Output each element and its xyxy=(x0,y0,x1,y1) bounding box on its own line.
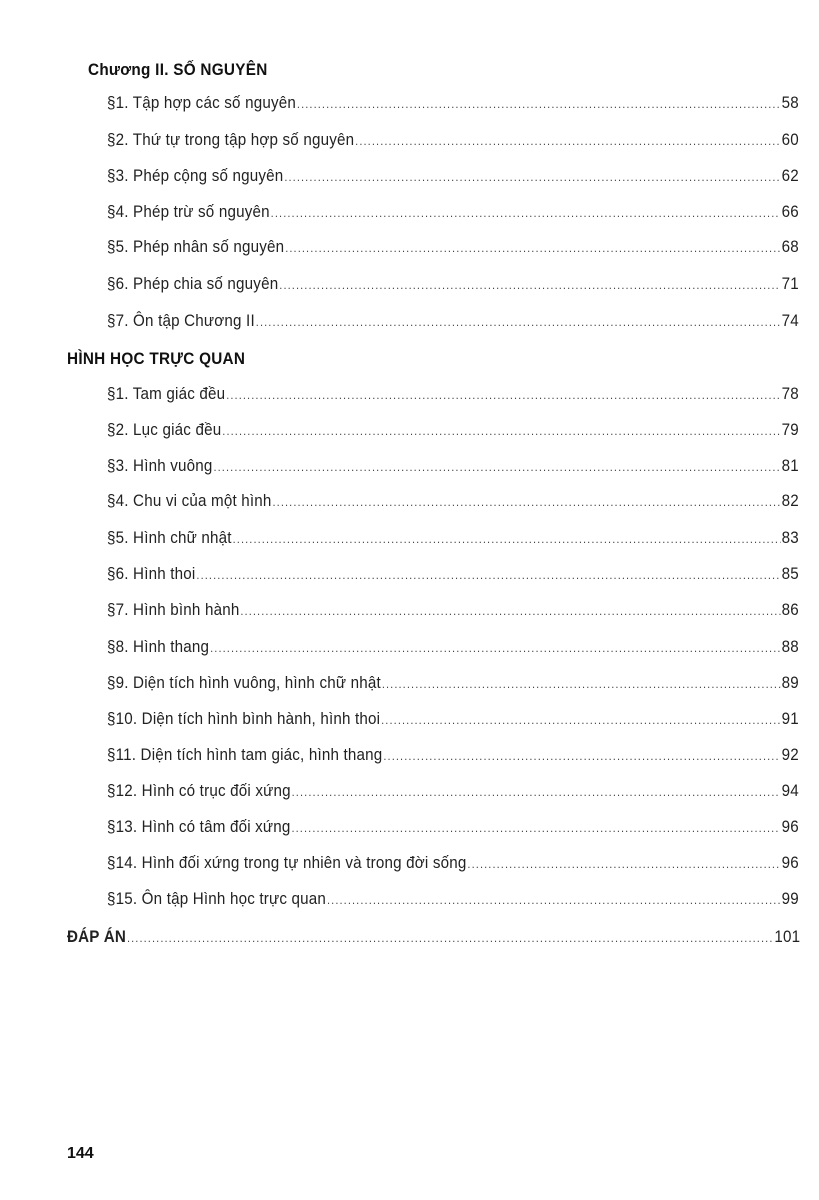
toc-entry-label: §13. Hình có tâm đối xứng xyxy=(107,818,291,836)
dot-leader xyxy=(256,316,781,328)
toc-entry-label: §2. Thứ tự trong tập hợp số nguyên xyxy=(107,131,355,149)
toc-entry-label: §2. Lục giác đều xyxy=(107,421,222,439)
toc-entry xyxy=(107,746,799,765)
toc-entry-page: 66 xyxy=(781,203,799,221)
toc-entry-page: 88 xyxy=(781,638,799,656)
chapter-heading: Chương II. SỐ NGUYÊN xyxy=(88,60,268,79)
dot-leader xyxy=(291,822,780,834)
toc-entry xyxy=(107,385,799,404)
toc-entry-label: §5. Phép nhân số nguyên xyxy=(107,238,285,256)
toc-entry-label: §9. Diện tích hình vuông, hình chữ nhật xyxy=(107,674,381,692)
section-heading: HÌNH HỌC TRỰC QUAN xyxy=(67,349,246,368)
dot-leader xyxy=(381,714,781,726)
toc-entry-label: §3. Hình vuông xyxy=(107,457,213,475)
page-number: 144 xyxy=(67,1145,94,1162)
dot-leader xyxy=(233,533,781,545)
toc-entry xyxy=(107,854,799,873)
toc-entry-label: §6. Hình thoi xyxy=(107,565,196,583)
toc-entry-page: 82 xyxy=(781,492,799,510)
toc-entry-page: 86 xyxy=(781,601,799,619)
toc-entry xyxy=(107,890,799,909)
dot-leader xyxy=(213,461,780,473)
toc-entry xyxy=(107,94,799,113)
dot-leader xyxy=(222,425,780,437)
dot-leader xyxy=(271,207,781,219)
dot-leader xyxy=(127,932,773,944)
toc-entry-page: 79 xyxy=(781,421,799,439)
toc-entry-label: §3. Phép cộng số nguyên xyxy=(107,167,284,185)
toc-entry xyxy=(107,275,799,294)
toc-entry xyxy=(107,167,799,186)
toc-entry-page: 83 xyxy=(781,529,799,547)
toc-entry-label: §4. Chu vi của một hình xyxy=(107,492,272,510)
toc-entry-page: 91 xyxy=(781,710,799,728)
toc-entry-page: 96 xyxy=(781,854,799,872)
toc-entry-label: §14. Hình đối xứng trong tự nhiên và trong đời sống xyxy=(107,854,467,872)
toc-entry-page: 74 xyxy=(781,312,799,330)
dot-leader xyxy=(284,171,780,183)
toc-entry-page: 62 xyxy=(781,167,799,185)
toc-entry-label: §15. Ôn tập Hình học trực quan xyxy=(107,890,327,908)
toc-entry-page: 68 xyxy=(781,238,799,256)
dot-leader xyxy=(279,279,780,291)
toc-entry-page: 99 xyxy=(781,890,799,908)
dot-leader xyxy=(355,135,780,147)
toc-entry-page: 71 xyxy=(781,275,799,293)
toc-entry-label: §7. Hình bình hành xyxy=(107,601,240,619)
toc-entry xyxy=(107,565,799,584)
toc-entry-page: 85 xyxy=(781,565,799,583)
toc-entry xyxy=(107,638,799,657)
toc-entry xyxy=(107,818,799,837)
toc-entry-page: 94 xyxy=(781,782,799,800)
dot-leader xyxy=(226,389,780,401)
toc-entry-page: 58 xyxy=(781,94,799,112)
toc-entry xyxy=(107,492,799,511)
dot-leader xyxy=(327,894,781,906)
toc-entry-page: 101 xyxy=(774,928,801,946)
toc-entry xyxy=(107,203,799,222)
toc-entry-answers xyxy=(67,928,800,947)
dot-leader xyxy=(383,750,780,762)
toc-entry-page: 81 xyxy=(781,457,799,475)
toc-entry-label: §6. Phép chia số nguyên xyxy=(107,275,279,293)
toc-entry-label: §1. Tam giác đều xyxy=(107,385,226,403)
toc-entry-label: §11. Diện tích hình tam giác, hình thang xyxy=(107,746,383,764)
toc-entry-label: §1. Tập hợp các số nguyên xyxy=(107,94,296,112)
toc-entry-page: 78 xyxy=(781,385,799,403)
toc-entry xyxy=(107,238,799,257)
toc-entry xyxy=(107,710,799,729)
dot-leader xyxy=(272,496,780,508)
toc-entry xyxy=(107,529,799,548)
toc-entry-page: 89 xyxy=(781,674,799,692)
toc-entry-label: §7. Ôn tập Chương II xyxy=(107,312,255,330)
dot-leader xyxy=(285,242,780,254)
dot-leader xyxy=(196,569,780,581)
toc-entry xyxy=(107,131,799,150)
toc-entry-label: §8. Hình thang xyxy=(107,638,210,656)
toc-entry xyxy=(107,601,799,620)
toc-entry-page: 96 xyxy=(781,818,799,836)
dot-leader xyxy=(382,678,781,690)
toc-entry-label: §12. Hình có trục đối xứng xyxy=(107,782,291,800)
toc-entry-label: ĐÁP ÁN xyxy=(67,928,127,946)
dot-leader xyxy=(240,605,780,617)
toc-entry xyxy=(107,421,799,440)
dot-leader xyxy=(467,858,780,870)
toc-entry-label: §10. Diện tích hình bình hành, hình thoi xyxy=(107,710,381,728)
toc-entry xyxy=(107,312,799,331)
toc-entry-page: 92 xyxy=(781,746,799,764)
dot-leader xyxy=(292,786,781,798)
toc-entry-label: §4. Phép trừ số nguyên xyxy=(107,203,270,221)
toc-entry xyxy=(107,457,799,476)
toc-entry xyxy=(107,674,799,693)
toc-entry xyxy=(107,782,799,801)
toc-entry-label: §5. Hình chữ nhật xyxy=(107,529,232,547)
dot-leader xyxy=(297,98,781,110)
dot-leader xyxy=(210,642,781,654)
toc-entry-page: 60 xyxy=(781,131,799,149)
